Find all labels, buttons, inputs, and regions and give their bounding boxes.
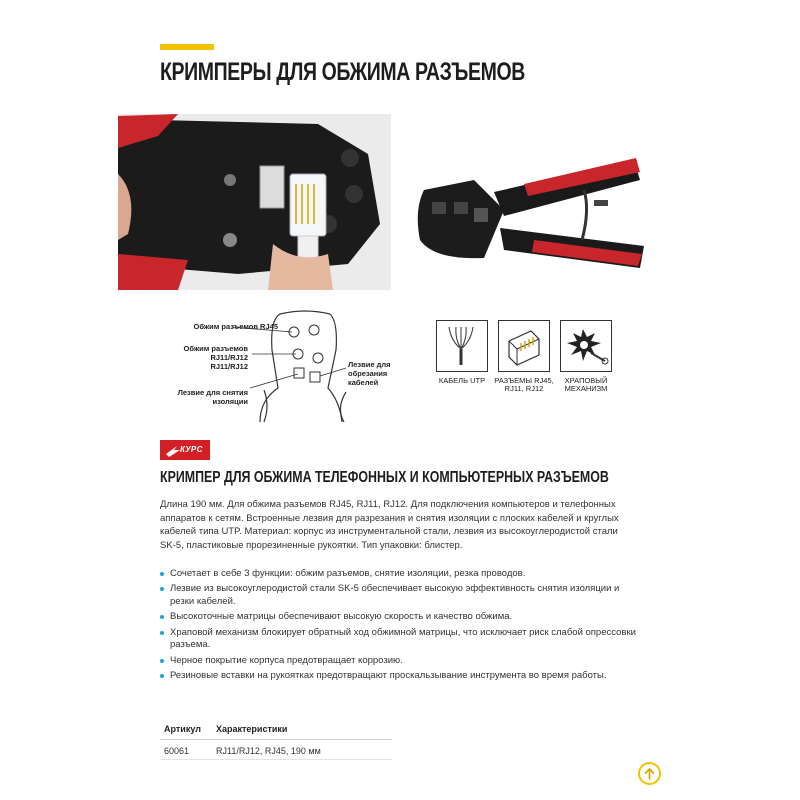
label-rj11-line1: Обжим разъемов: [183, 344, 248, 353]
accent-bar: [160, 44, 214, 50]
ratchet-caption: [550, 377, 622, 393]
label-cut-line1: Лезвие для: [348, 360, 391, 369]
ratchet-icon: [560, 320, 612, 372]
label-strip-line2: изоляции: [212, 397, 248, 406]
connector-caption-line2: RJ11, RJ12: [504, 384, 544, 393]
arrow-up-icon: [640, 764, 659, 783]
utp-cable-icon: [436, 320, 488, 372]
header-article: Артикул: [160, 722, 212, 740]
crimper-function-diagram: [160, 310, 405, 425]
utp-caption-line1: КАБЕЛЬ UTP: [438, 376, 486, 385]
list-item: Лезвие из высокоуглеродистой стали SK-5 обеспечивает высокую эффективность снятия изоляции и резки кабелей.: [160, 583, 640, 608]
brand-name: КУРС: [180, 445, 203, 454]
brand-logo: [160, 440, 210, 460]
table-header-row: [160, 722, 392, 740]
label-cut-blade: [348, 360, 404, 387]
label-cut-line2: обрезания: [348, 369, 388, 378]
ratchet-caption-line1: ХРАПОВЫЙ: [564, 376, 608, 385]
list-item: Храповой механизм блокирует обратный ход обжимной матрицы, что исключает риск слабой опрессовки разъема.: [160, 627, 640, 652]
label-rj11-line2: RJ11/RJ12: [210, 353, 248, 362]
header-characteristics: Характеристики: [212, 722, 392, 740]
connector-icon: [498, 320, 550, 372]
connector-caption-line1: РАЗЪЕМЫ RJ45,: [494, 376, 554, 385]
list-item: Сочетает в себе 3 функции: обжим разъемов, снятие изоляции, резка проводов.: [160, 568, 640, 581]
label-rj11-crimp: [160, 344, 248, 371]
label-rj45-crimp: Обжим разъемов RJ45: [193, 322, 278, 331]
product-description: Длина 190 мм. Для обжима разъемов RJ45, RJ11, RJ12. Для подключения компьютеров и телефонных аппаратов к сетям. Встроенные лезвия для разрезания и снятия изоляции с плоских кабелей и круглых кабелей типа UTP. Материал: корпус из инструментальной стали, лезвия из высокоуглеродистой стали SK-5, пластиковые прорезиненные рукоятки. Тип упаковки: блистер.: [160, 499, 619, 552]
label-rj11-line3: RJ11/RJ12: [210, 362, 248, 371]
spec-table: [160, 722, 392, 760]
product-title: КРИМПЕР ДЛЯ ОБЖИМА ТЕЛЕФОННЫХ И КОМПЬЮТЕРНЫХ РАЗЪЕМОВ: [160, 469, 609, 486]
crimper-full-photo: [404, 150, 650, 290]
label-strip-blade: [160, 388, 248, 406]
label-strip-line1: Лезвие для снятия: [177, 388, 248, 397]
table-row: [160, 740, 392, 760]
feature-list: [160, 568, 640, 686]
ratchet-caption-line2: МЕХАНИЗМ: [564, 384, 608, 393]
crimper-closeup-photo: [118, 114, 391, 290]
page-title: КРИМПЕРЫ ДЛЯ ОБЖИМА РАЗЪЕМОВ: [160, 58, 525, 86]
cell-characteristics: RJ11/RJ12, RJ45, 190 мм: [212, 740, 392, 760]
cell-article: 60061: [160, 740, 212, 760]
list-item: Черное покрытие корпуса предотвращает коррозию.: [160, 655, 640, 668]
scroll-to-top-button[interactable]: [638, 762, 661, 785]
crimper-full-illustration: [404, 150, 650, 290]
crimper-closeup-illustration: [118, 114, 391, 290]
list-item: Резиновые вставки на рукоятках предотвращают проскальзывание инструмента во время работы.: [160, 670, 640, 683]
list-item: Высокоточные матрицы обеспечивают высокую скорость и качество обжима.: [160, 611, 640, 624]
label-cut-line3: кабелей: [348, 378, 379, 387]
